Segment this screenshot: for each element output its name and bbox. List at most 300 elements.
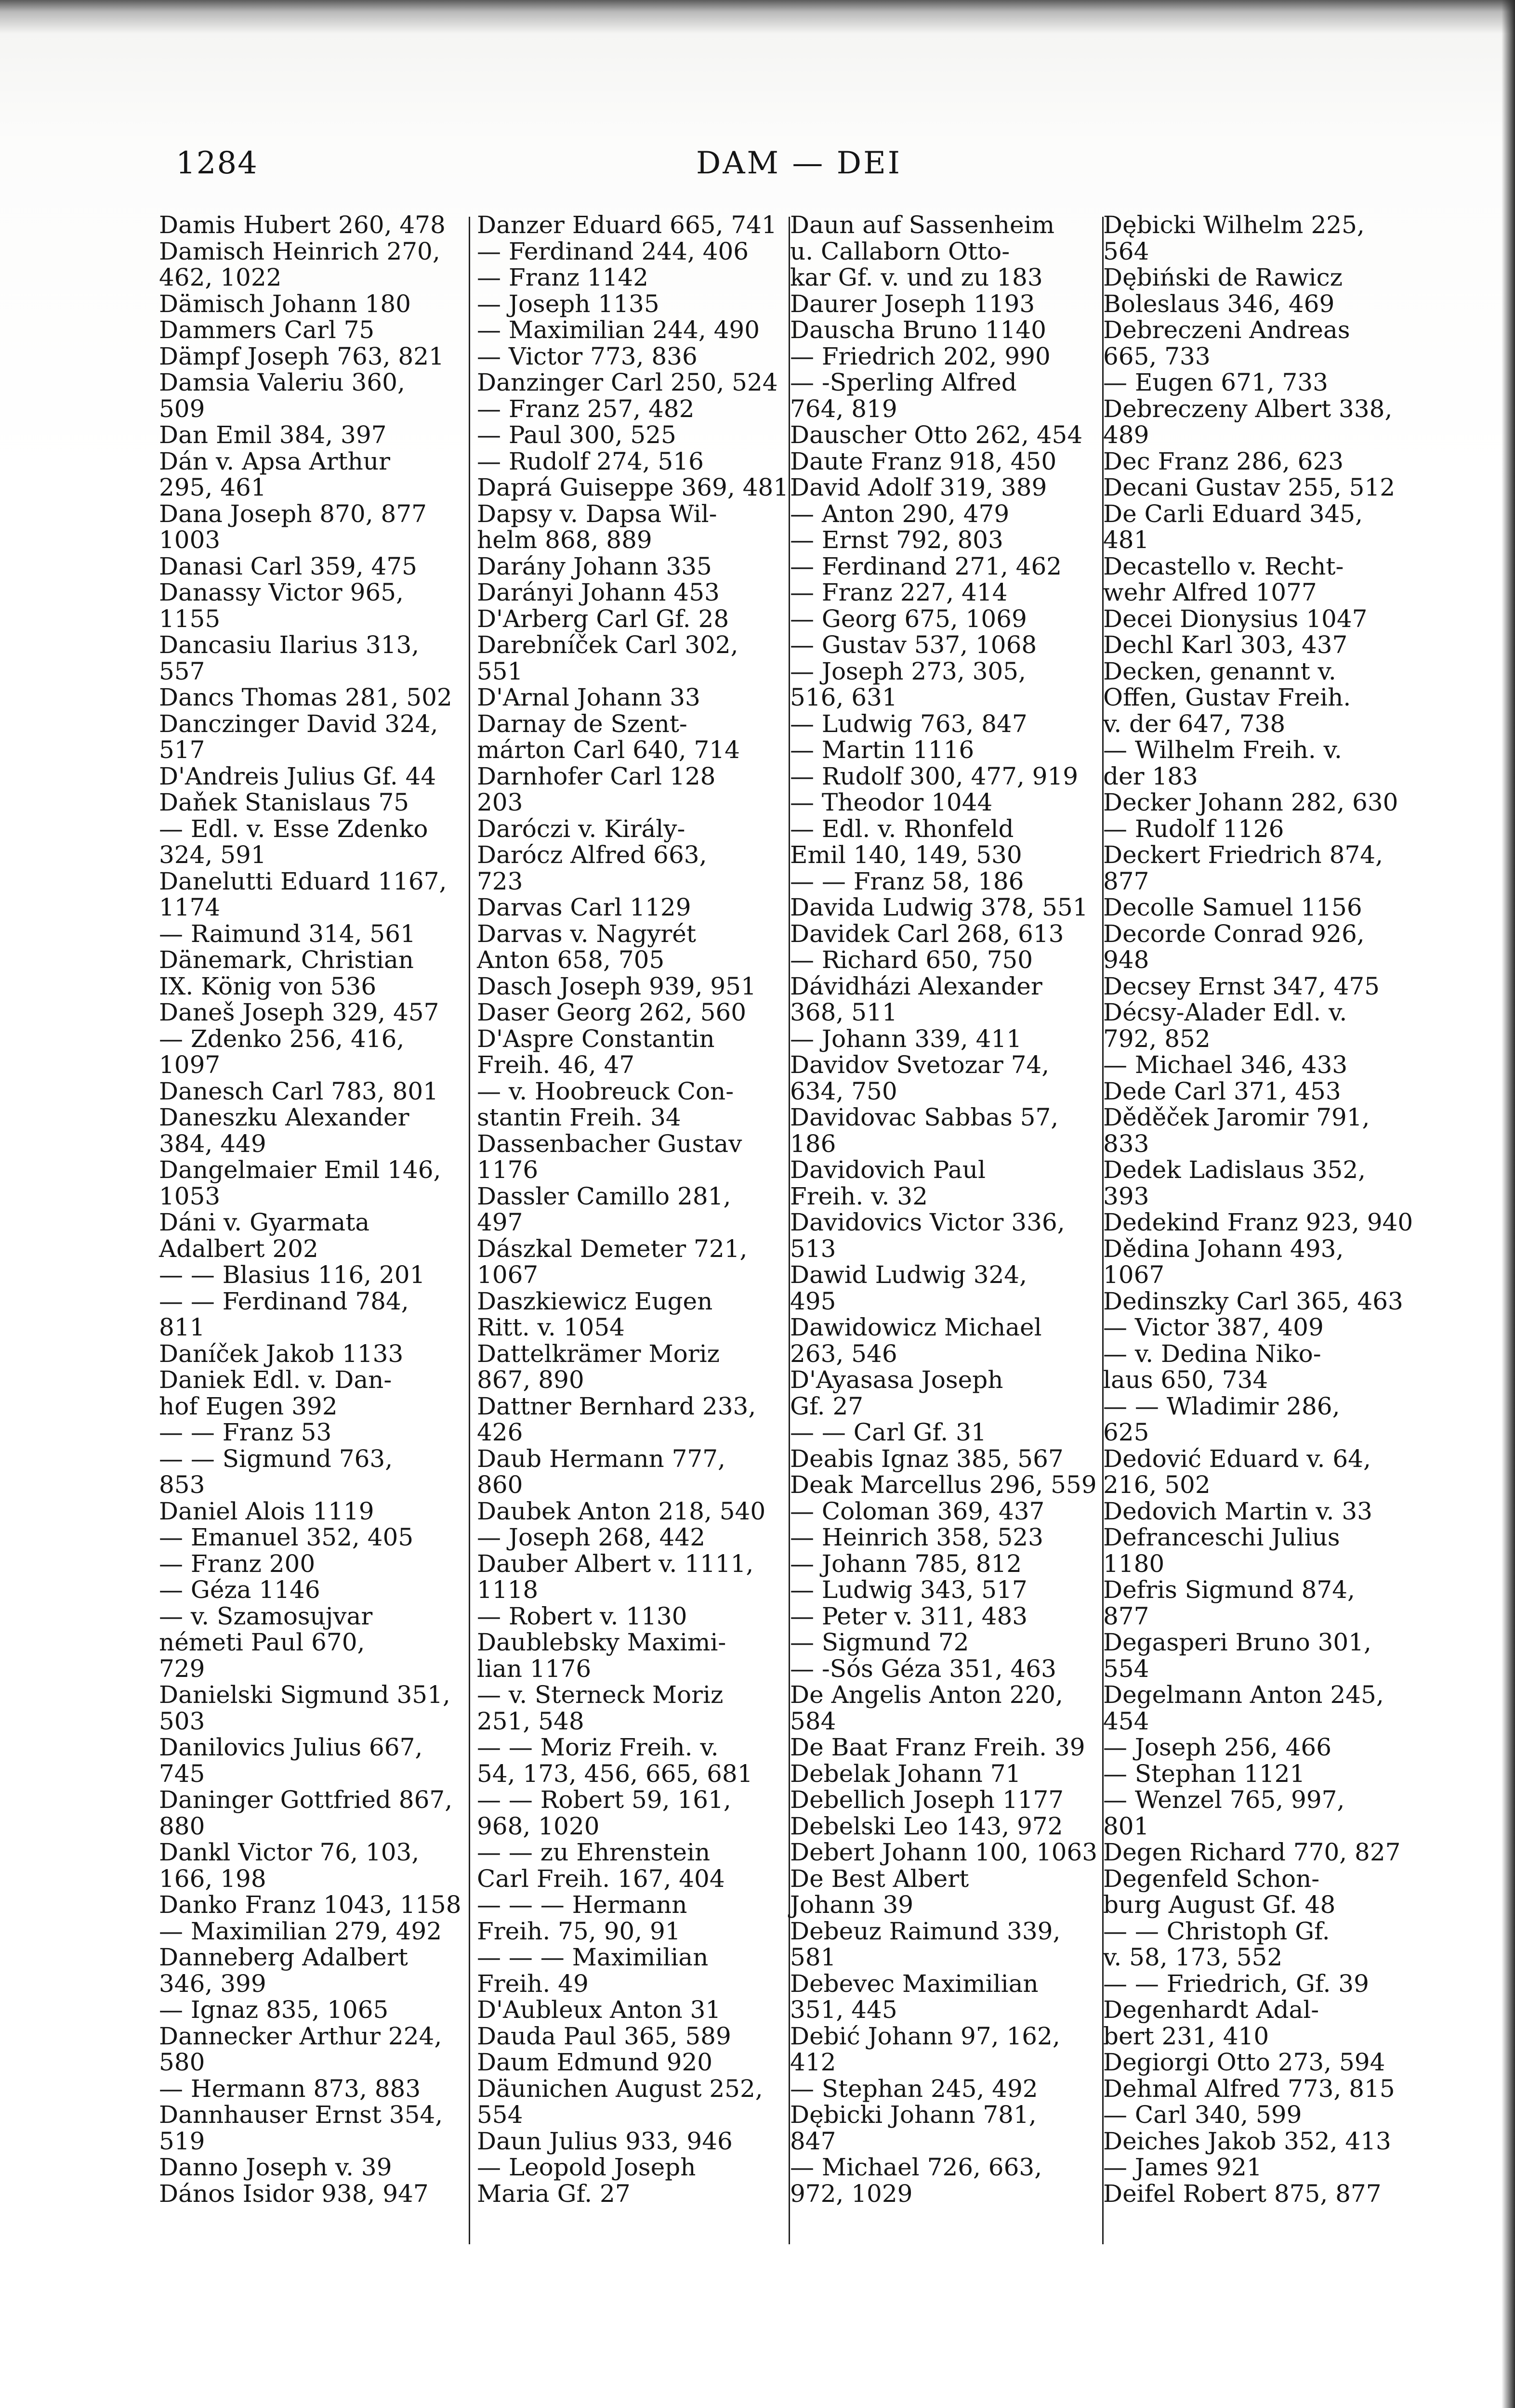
index-line xyxy=(790,1183,1098,1210)
index-line xyxy=(477,1052,785,1078)
index-line xyxy=(159,2128,467,2155)
index-line-text: Daprá Guiseppe 369, 481 xyxy=(477,473,789,501)
index-line xyxy=(477,1446,785,1472)
index-line xyxy=(159,1524,467,1551)
index-line-text: Dębicki Wilhelm 225, xyxy=(1103,211,1365,239)
index-line xyxy=(477,1183,785,1210)
index-line xyxy=(1103,1524,1411,1551)
index-line-text: — Rudolf 274, 516 xyxy=(477,447,704,475)
index-line-text: — Joseph 256, 466 xyxy=(1103,1733,1332,1761)
index-line xyxy=(790,1131,1098,1157)
index-line xyxy=(477,789,785,816)
index-line xyxy=(790,1761,1098,1787)
index-line xyxy=(477,1839,785,1866)
index-line xyxy=(790,1236,1098,1262)
index-line xyxy=(477,1393,785,1420)
index-line xyxy=(1103,999,1411,1026)
index-line-text: — Edl. v. Rhonfeld xyxy=(790,814,1014,843)
index-line xyxy=(477,1419,785,1446)
index-line xyxy=(1103,2154,1411,2181)
index-line xyxy=(1103,1498,1411,1525)
index-line xyxy=(790,737,1098,763)
index-line xyxy=(159,1472,467,1498)
index-line-text: Degasperi Bruno 301, xyxy=(1103,1628,1371,1656)
index-line-text: D'Arberg Carl Gf. 28 xyxy=(477,604,729,633)
index-line xyxy=(477,553,785,580)
index-line xyxy=(1103,1944,1411,1971)
index-line-text: Dauda Paul 365, 589 xyxy=(477,2022,731,2050)
index-line-text: Daróczi v. Király- xyxy=(477,814,685,843)
index-line-text: Debeuz Raimund 339, xyxy=(790,1917,1061,1945)
index-line xyxy=(477,2076,785,2102)
index-line xyxy=(1103,632,1411,658)
index-line-text: Dannhauser Ernst 354, xyxy=(159,2101,443,2129)
index-line-text: Daser Georg 262, 560 xyxy=(477,998,747,1026)
index-line xyxy=(477,2049,785,2076)
index-line-text: Dämisch Johann 180 xyxy=(159,289,411,318)
index-line xyxy=(790,1341,1098,1367)
index-line-text: Emil 140, 149, 530 xyxy=(790,841,1022,869)
index-line xyxy=(790,606,1098,632)
index-line xyxy=(477,868,785,895)
index-line xyxy=(159,606,467,632)
index-line xyxy=(1103,2023,1411,2050)
index-line xyxy=(159,264,467,291)
index-line-text: Defranceschi Julius xyxy=(1103,1523,1340,1551)
index-line xyxy=(477,1236,785,1262)
index-line xyxy=(477,1918,785,1945)
index-line-text: Dana Joseph 870, 877 xyxy=(159,499,427,528)
index-line xyxy=(159,527,467,553)
index-line xyxy=(1103,1971,1411,1997)
index-line xyxy=(477,842,785,868)
index-line-text: Freih. v. 32 xyxy=(790,1182,928,1210)
index-line xyxy=(1103,789,1411,816)
index-line-text: Danneberg Adalbert xyxy=(159,1943,408,1971)
index-line-text: lian 1176 xyxy=(477,1654,592,1683)
index-line xyxy=(159,1367,467,1393)
index-line xyxy=(477,1026,785,1052)
index-line xyxy=(1103,2076,1411,2102)
index-line-text: 393 xyxy=(1103,1182,1149,1210)
index-line-text: u. Callaborn Otto- xyxy=(790,237,1010,265)
index-line xyxy=(790,1682,1098,1708)
index-line-text: Dászkal Demeter 721, xyxy=(477,1234,748,1263)
index-line xyxy=(790,658,1098,685)
index-line-text: — Raimund 314, 561 xyxy=(159,919,416,948)
index-line xyxy=(790,264,1098,291)
index-line xyxy=(477,2128,785,2155)
index-line-text: Daun Julius 933, 946 xyxy=(477,2127,733,2155)
index-line-text: Freih. 46, 47 xyxy=(477,1051,635,1079)
index-line xyxy=(159,1629,467,1656)
index-line xyxy=(477,343,785,370)
index-line-text: — Franz 257, 482 xyxy=(477,394,695,423)
index-line-text: 880 xyxy=(159,1812,205,1840)
index-line-text: Defris Sigmund 874, xyxy=(1103,1576,1355,1604)
index-line-text: — — Wladimir 286, xyxy=(1103,1392,1340,1420)
index-line xyxy=(477,1997,785,2023)
index-line-text: kar Gf. v. und zu 183 xyxy=(790,263,1043,291)
index-line-text: Dawidowicz Michael xyxy=(790,1313,1042,1341)
index-line xyxy=(1103,1997,1411,2023)
index-line-text: 516, 631 xyxy=(790,683,897,711)
index-line xyxy=(159,1708,467,1735)
index-line-text: — Ferdinand 271, 462 xyxy=(790,552,1062,580)
index-line xyxy=(790,1971,1098,1997)
index-line-text: 1174 xyxy=(159,893,221,921)
index-line xyxy=(790,816,1098,842)
index-line-text: Debreczeni Andreas xyxy=(1103,316,1350,344)
index-line xyxy=(477,1682,785,1708)
index-line xyxy=(159,658,467,685)
index-line xyxy=(790,1866,1098,1892)
index-line-text: Danielski Sigmund 351, xyxy=(159,1681,450,1709)
index-line-text: 481 xyxy=(1103,526,1149,554)
index-line-text: Dávidházi Alexander xyxy=(790,972,1042,1000)
index-line-text: — Leopold Joseph xyxy=(477,2153,696,2181)
index-line xyxy=(159,422,467,448)
index-line xyxy=(477,291,785,317)
index-line-text: — — Ferdinand 784, xyxy=(159,1287,409,1315)
index-line-text: 554 xyxy=(477,2101,523,2129)
index-line xyxy=(477,1209,785,1236)
index-line xyxy=(159,317,467,343)
index-line xyxy=(477,632,785,658)
index-line-text: Daníček Jakob 1133 xyxy=(159,1339,404,1368)
index-line-text: Daňek Stanislaus 75 xyxy=(159,788,409,816)
index-line-text: Dauber Albert v. 1111, xyxy=(477,1549,754,1578)
page-number: 1284 xyxy=(176,145,258,181)
index-line-text: Davidovics Victor 336, xyxy=(790,1208,1065,1236)
index-line xyxy=(790,842,1098,868)
index-line-text: Offen, Gustav Freih. xyxy=(1103,683,1351,711)
index-line xyxy=(790,1419,1098,1446)
index-line-text: Decken, genannt v. xyxy=(1103,657,1336,685)
index-line xyxy=(790,999,1098,1026)
index-line-text: németi Paul 670, xyxy=(159,1628,365,1656)
index-line-text: Daszkiewicz Eugen xyxy=(477,1287,713,1315)
index-line-text: — Johann 785, 812 xyxy=(790,1549,1022,1578)
index-line-text: 877 xyxy=(1103,1602,1149,1630)
index-line-text: 513 xyxy=(790,1234,836,1263)
index-line xyxy=(477,999,785,1026)
index-line xyxy=(477,1498,785,1525)
index-line xyxy=(790,1734,1098,1761)
index-line xyxy=(477,947,785,973)
index-line xyxy=(159,1577,467,1603)
index-line xyxy=(790,1393,1098,1420)
index-line xyxy=(790,894,1098,921)
index-line-text: 867, 890 xyxy=(477,1366,584,1394)
index-line-text: Dědina Johann 493, xyxy=(1103,1234,1344,1263)
index-line-text: Degen Richard 770, 827 xyxy=(1103,1838,1401,1866)
index-line xyxy=(790,1314,1098,1341)
index-line-text: — Gustav 537, 1068 xyxy=(790,631,1037,659)
index-line-text: — Theodor 1044 xyxy=(790,788,993,816)
index-line xyxy=(477,1734,785,1761)
index-line-text: Anton 658, 705 xyxy=(477,946,665,974)
index-line-text: v. 58, 173, 552 xyxy=(1103,1943,1283,1971)
index-line-text: — Joseph 268, 442 xyxy=(477,1523,706,1551)
index-line-text: 295, 461 xyxy=(159,473,266,501)
index-line-text: — Peter v. 311, 483 xyxy=(790,1602,1028,1630)
index-line xyxy=(1103,1866,1411,1892)
index-line-text: Dassler Camillo 281, xyxy=(477,1182,731,1210)
index-line xyxy=(1103,553,1411,580)
index-line-text: 551 xyxy=(477,657,523,685)
index-line-text: Johann 39 xyxy=(790,1891,914,1919)
index-line-text: — Friedrich 202, 990 xyxy=(790,342,1051,370)
index-line xyxy=(1103,1892,1411,1918)
index-line-text: — Martin 1116 xyxy=(790,736,975,764)
index-line xyxy=(1103,1577,1411,1603)
index-line xyxy=(790,632,1098,658)
index-line-text: 368, 511 xyxy=(790,998,897,1026)
index-line xyxy=(159,2181,467,2207)
index-line-text: Dangelmaier Emil 146, xyxy=(159,1156,441,1184)
index-line xyxy=(159,2023,467,2050)
index-line-text: — Sigmund 72 xyxy=(790,1628,969,1656)
index-line xyxy=(159,1839,467,1866)
index-line-text: Dáni v. Gyarmata xyxy=(159,1208,370,1236)
index-line xyxy=(159,1419,467,1446)
index-line xyxy=(1103,422,1411,448)
index-line-text: 503 xyxy=(159,1707,205,1735)
index-line xyxy=(790,579,1098,606)
index-line xyxy=(477,501,785,527)
index-line xyxy=(477,1944,785,1971)
index-line-text: Danzer Eduard 665, 741 xyxy=(477,211,777,239)
index-line xyxy=(790,422,1098,448)
index-line-text: Daum Edmund 920 xyxy=(477,2048,713,2076)
index-line-text: 426 xyxy=(477,1418,523,1446)
index-line-text: Deckert Friedrich 874, xyxy=(1103,841,1383,869)
index-line xyxy=(159,684,467,711)
index-line xyxy=(790,1104,1098,1131)
index-line-text: Decolle Samuel 1156 xyxy=(1103,893,1362,921)
index-line xyxy=(159,1341,467,1367)
index-line xyxy=(1103,1393,1411,1420)
index-line xyxy=(159,1603,467,1630)
index-line-text: — Maximilian 279, 492 xyxy=(159,1917,442,1945)
index-line xyxy=(790,1629,1098,1656)
index-line-text: — v. Sterneck Moriz xyxy=(477,1681,724,1709)
index-line xyxy=(159,396,467,422)
index-line xyxy=(159,2049,467,2076)
index-line-text: Dános Isidor 938, 947 xyxy=(159,2179,429,2208)
index-line-text: 1067 xyxy=(1103,1261,1165,1289)
index-line-text: Deiches Jakob 352, 413 xyxy=(1103,2127,1391,2155)
index-line-text: Darány Johann 335 xyxy=(477,552,712,580)
index-line xyxy=(477,1787,785,1813)
index-line-text: Darányi Johann 453 xyxy=(477,578,720,606)
index-line xyxy=(159,868,467,895)
index-line-text: — Joseph 1135 xyxy=(477,289,659,318)
index-line xyxy=(159,1236,467,1262)
index-line xyxy=(1103,1419,1411,1446)
index-line-text: Maria Gf. 27 xyxy=(477,2179,631,2208)
index-line xyxy=(790,1787,1098,1813)
index-line xyxy=(159,1761,467,1787)
index-line-text: — — Sigmund 763, xyxy=(159,1444,393,1473)
index-line-text: Däunichen August 252, xyxy=(477,2074,763,2103)
index-line-text: Daniek Edl. v. Dan- xyxy=(159,1366,392,1394)
index-line-text: De Baat Franz Freih. 39 xyxy=(790,1733,1085,1761)
index-line-text: Daub Hermann 777, xyxy=(477,1444,725,1473)
index-line-text: Davidek Carl 268, 613 xyxy=(790,919,1064,948)
index-line-text: Decei Dionysius 1047 xyxy=(1103,604,1368,633)
index-line xyxy=(159,999,467,1026)
index-line-text: Davidov Svetozar 74, xyxy=(790,1051,1050,1079)
index-line-text: bert 231, 410 xyxy=(1103,2022,1269,2050)
index-line xyxy=(1103,684,1411,711)
index-line-text: — Ignaz 835, 1065 xyxy=(159,1996,389,2024)
index-line-text: Dauscha Bruno 1140 xyxy=(790,316,1046,344)
index-line-text: 801 xyxy=(1103,1812,1149,1840)
index-line-text: 186 xyxy=(790,1129,836,1158)
index-line-text: — — Friedrich, Gf. 39 xyxy=(1103,1969,1369,1998)
index-line xyxy=(159,711,467,737)
index-line xyxy=(1103,947,1411,973)
index-line xyxy=(159,1734,467,1761)
index-line-text: — Ernst 792, 803 xyxy=(790,526,1003,554)
index-line-text: Dębiński de Rawicz xyxy=(1103,263,1343,291)
index-line xyxy=(1103,343,1411,370)
index-line-text: — — Blasius 116, 201 xyxy=(159,1261,425,1289)
index-line xyxy=(477,2023,785,2050)
index-line xyxy=(790,1551,1098,1577)
index-line xyxy=(790,1472,1098,1498)
index-line xyxy=(790,1577,1098,1603)
index-line-text: — Coloman 369, 437 xyxy=(790,1497,1045,1525)
index-line xyxy=(1103,1262,1411,1288)
index-line-text: De Carli Eduard 345, xyxy=(1103,499,1363,528)
index-line xyxy=(1103,816,1411,842)
index-line xyxy=(790,1288,1098,1315)
index-line xyxy=(477,1577,785,1603)
index-line-text: — — Christoph Gf. xyxy=(1103,1917,1330,1945)
index-line xyxy=(790,1209,1098,1236)
index-line-text: 495 xyxy=(790,1287,836,1315)
index-line xyxy=(477,1341,785,1367)
index-line xyxy=(159,894,467,921)
index-line-text: 729 xyxy=(159,1654,205,1683)
index-line-text: 462, 1022 xyxy=(159,263,282,291)
index-line-text: 972, 1029 xyxy=(790,2179,913,2208)
index-line xyxy=(159,212,467,238)
index-line-text: Damis Hubert 260, 478 xyxy=(159,211,446,239)
index-line-text: Daneš Joseph 329, 457 xyxy=(159,998,439,1026)
index-line xyxy=(159,2102,467,2128)
index-line-text: Daute Franz 918, 450 xyxy=(790,447,1057,475)
index-line xyxy=(790,1262,1098,1288)
index-line xyxy=(477,658,785,685)
index-line xyxy=(1103,1708,1411,1735)
index-line-text: Dębicki Johann 781, xyxy=(790,2101,1037,2129)
index-line-text: 847 xyxy=(790,2127,836,2155)
index-line xyxy=(790,1446,1098,1472)
index-line xyxy=(1103,238,1411,265)
index-line xyxy=(477,1262,785,1288)
index-line xyxy=(790,2102,1098,2128)
index-line-text: D'Arnal Johann 33 xyxy=(477,683,700,711)
index-line-text: Dan Emil 384, 397 xyxy=(159,421,387,449)
index-line xyxy=(1103,1918,1411,1945)
index-line-text: David Adolf 319, 389 xyxy=(790,473,1047,501)
index-line xyxy=(159,1498,467,1525)
index-line xyxy=(790,474,1098,501)
index-line-text: Dassenbacher Gustav xyxy=(477,1129,742,1158)
index-line xyxy=(159,1997,467,2023)
index-line-text: Danno Joseph v. 39 xyxy=(159,2153,392,2181)
index-line xyxy=(477,317,785,343)
index-line xyxy=(790,868,1098,895)
index-line-text: D'Aspre Constantin xyxy=(477,1024,715,1053)
index-line-text: Carl Freih. 167, 404 xyxy=(477,1864,725,1893)
index-line xyxy=(1103,1026,1411,1052)
index-line-text: 554 xyxy=(1103,1654,1149,1683)
index-line-text: Gf. 27 xyxy=(790,1392,864,1420)
index-line xyxy=(1103,1629,1411,1656)
index-line xyxy=(159,1787,467,1813)
index-line-text: 853 xyxy=(159,1471,205,1499)
index-line-text: 860 xyxy=(477,1471,523,1499)
index-line xyxy=(1103,1078,1411,1105)
index-line xyxy=(790,1078,1098,1105)
index-line-text: Degiorgi Otto 273, 594 xyxy=(1103,2048,1385,2076)
index-line-text: — Géza 1146 xyxy=(159,1576,320,1604)
index-line xyxy=(1103,1787,1411,1813)
index-line-text: — Rudolf 300, 477, 919 xyxy=(790,762,1079,790)
index-line-text: 384, 449 xyxy=(159,1129,266,1158)
index-line-text: Damisch Heinrich 270, xyxy=(159,237,440,265)
index-line xyxy=(159,1262,467,1288)
index-line xyxy=(1103,1131,1411,1157)
index-line-text: 489 xyxy=(1103,421,1149,449)
index-line xyxy=(159,842,467,868)
index-line xyxy=(477,1131,785,1157)
index-line xyxy=(159,343,467,370)
index-line-text: Deifel Robert 875, 877 xyxy=(1103,2179,1382,2208)
index-line-text: D'Aubleux Anton 31 xyxy=(477,1996,721,2024)
index-line-text: 1053 xyxy=(159,1182,221,1210)
index-line-text: 1180 xyxy=(1103,1549,1165,1578)
index-line xyxy=(477,2181,785,2207)
index-line xyxy=(790,1052,1098,1078)
index-line-text: — Zdenko 256, 416, xyxy=(159,1024,405,1053)
index-line xyxy=(159,1551,467,1577)
index-line xyxy=(159,1104,467,1131)
index-line-text: Dammers Carl 75 xyxy=(159,316,375,344)
index-line-text: Degenfeld Schon- xyxy=(1103,1864,1320,1893)
index-line-text: 1155 xyxy=(159,604,221,633)
index-line-text: Dannecker Arthur 224, xyxy=(159,2022,442,2050)
index-line-text: Dämpf Joseph 763, 821 xyxy=(159,342,444,370)
index-line-text: Debelak Johann 71 xyxy=(790,1759,1021,1788)
index-line xyxy=(790,1813,1098,1840)
index-line xyxy=(1103,842,1411,868)
index-line-text: 625 xyxy=(1103,1418,1149,1446)
index-line-text: — Emanuel 352, 405 xyxy=(159,1523,414,1551)
index-line-text: 1003 xyxy=(159,526,221,554)
index-line-text: Dancs Thomas 281, 502 xyxy=(159,683,452,711)
index-line-text: Adalbert 202 xyxy=(159,1234,318,1263)
index-line-text: Ritt. v. 1054 xyxy=(477,1313,625,1341)
index-line xyxy=(790,501,1098,527)
index-line-text: 1097 xyxy=(159,1051,221,1079)
page-header xyxy=(176,145,1399,184)
